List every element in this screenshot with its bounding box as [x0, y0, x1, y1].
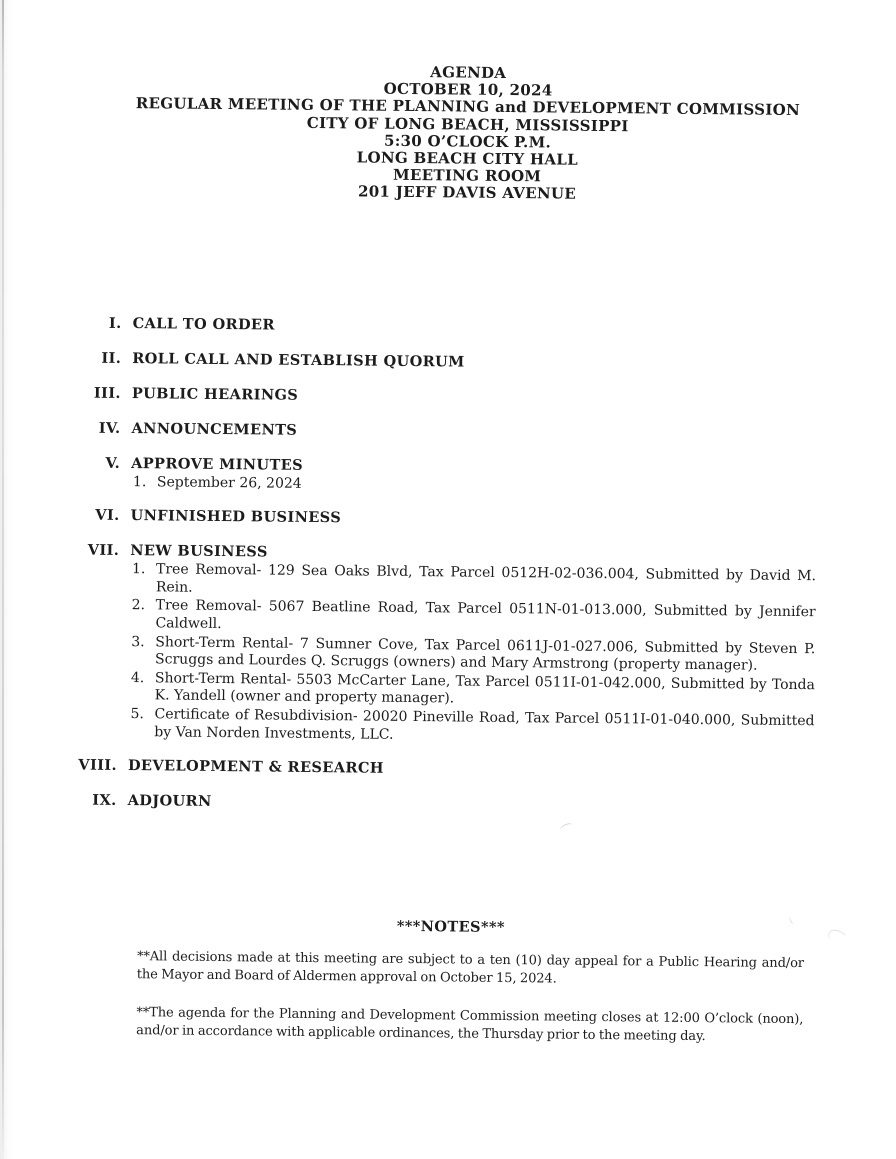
document-content	[22, 0, 896, 1048]
header-line: CITY OF LONG BEACH, MISSISSIPPI	[306, 113, 629, 135]
sub-item-number: 2.	[131, 597, 146, 614]
agenda-item	[25, 790, 896, 819]
note-paragraph: **The agenda for the Planning and Development Commission meeting closes at 12:00 O’clock (noon), and/or in accordance with applicable ordinances, the Thursday prior to the meeting day.	[136, 1004, 804, 1044]
sub-item-text: Tree Removal- 129 Sea Oaks Blvd, Tax Parcel 0512H-02-036.004, Submitted by David M. Rein.	[155, 561, 817, 596]
sub-item-text: Short-Term Rental- 7 Sumner Cove, Tax Parcel 0611J-01-027.006, Submitted by Steven P. Scruggs and Lourdes Q. Scruggs (owners) and Mary Armstrong (property manager).	[155, 633, 816, 674]
item-title: UNFINISHED BUSINESS	[130, 507, 342, 527]
sub-item-text: Tree Removal- 5067 Beatline Road, Tax Parcel 0511N-01-013.000, Submitted by Jennifer Caldwell.	[155, 597, 816, 633]
item-roman-numeral: VIII.	[78, 756, 118, 775]
item-roman-numeral: VII.	[87, 541, 120, 560]
header-line: 5:30 O’CLOCK P.M.	[383, 131, 552, 152]
agenda-sub-items	[25, 560, 896, 749]
agenda-item-heading	[28, 418, 896, 447]
agenda-item-heading	[29, 348, 896, 377]
header-line: REGULAR MEETING OF THE PLANNING and DEVELOPMENT COMMISSION	[135, 94, 801, 120]
agenda-item	[28, 505, 896, 534]
item-roman-numeral: IX.	[92, 791, 117, 810]
agenda-item	[29, 348, 896, 377]
agenda-item	[28, 418, 896, 447]
item-roman-numeral: VI.	[95, 506, 120, 525]
sub-item-text: September 26, 2024	[156, 473, 302, 492]
agenda-item	[30, 313, 896, 342]
item-title: PUBLIC HEARINGS	[131, 384, 299, 404]
notes-title: ***NOTES***	[396, 918, 505, 937]
sub-item-text: Certificate of Resubdivision- 20020 Pineville Road, Tax Parcel 0511I-01-040.000, Submitted by Van Norden Investments, LLC.	[154, 706, 815, 743]
agenda-item	[25, 755, 896, 784]
item-title: ROLL CALL AND ESTABLISH QUORUM	[132, 349, 465, 371]
item-title: NEW BUSINESS	[130, 542, 268, 561]
item-roman-numeral: II.	[101, 349, 122, 367]
header-line: AGENDA	[430, 63, 507, 82]
scan-edge-shadow	[2, 0, 4, 1159]
agenda-item-heading	[29, 383, 896, 412]
item-roman-numeral: III.	[93, 384, 121, 402]
agenda-item	[25, 540, 896, 749]
item-roman-numeral: V.	[105, 454, 121, 472]
agenda-sub-item	[130, 706, 896, 749]
agenda-item	[28, 453, 896, 500]
item-roman-numeral: I.	[108, 314, 122, 332]
item-title: DEVELOPMENT & RESEARCH	[127, 757, 385, 777]
sub-item-number: 4.	[130, 669, 145, 686]
agenda-item-heading	[25, 755, 896, 784]
sub-item-number: 1.	[132, 473, 147, 490]
agenda-item-heading	[25, 790, 896, 819]
agenda-item-heading	[30, 313, 896, 342]
sub-item-number: 1.	[131, 561, 146, 578]
item-title: ANNOUNCEMENTS	[131, 419, 298, 439]
notes-section	[136, 915, 804, 1047]
agenda-list	[25, 313, 896, 820]
note-paragraph: **All decisions made at this meeting are subject to a ten (10) day appeal for a Public Hearing and/or the Mayor and Board of Aldermen approval on October 15, 2024.	[136, 949, 805, 987]
item-roman-numeral: IV.	[98, 419, 121, 437]
header-line: MEETING ROOM	[392, 165, 542, 186]
item-title: APPROVE MINUTES	[131, 454, 304, 474]
sub-item-number: 5.	[130, 706, 144, 723]
item-title: CALL TO ORDER	[132, 314, 275, 334]
header-line: 201 JEFF DAVIS AVENUE	[357, 182, 577, 204]
document-header	[31, 0, 896, 207]
agenda-item	[29, 383, 896, 412]
header-line: LONG BEACH CITY HALL	[356, 148, 579, 169]
sub-item-text: Short-Term Rental- 5503 McCarter Lane, Tax Parcel 0511I-01-042.000, Submitted by Tonda K. Yandell (owner and property manager).	[154, 670, 815, 707]
agenda-item-heading	[28, 505, 896, 534]
item-title: ADJOURN	[127, 792, 212, 811]
sub-item-number: 3.	[131, 633, 145, 650]
header-line: OCTOBER 10, 2024	[383, 79, 553, 100]
